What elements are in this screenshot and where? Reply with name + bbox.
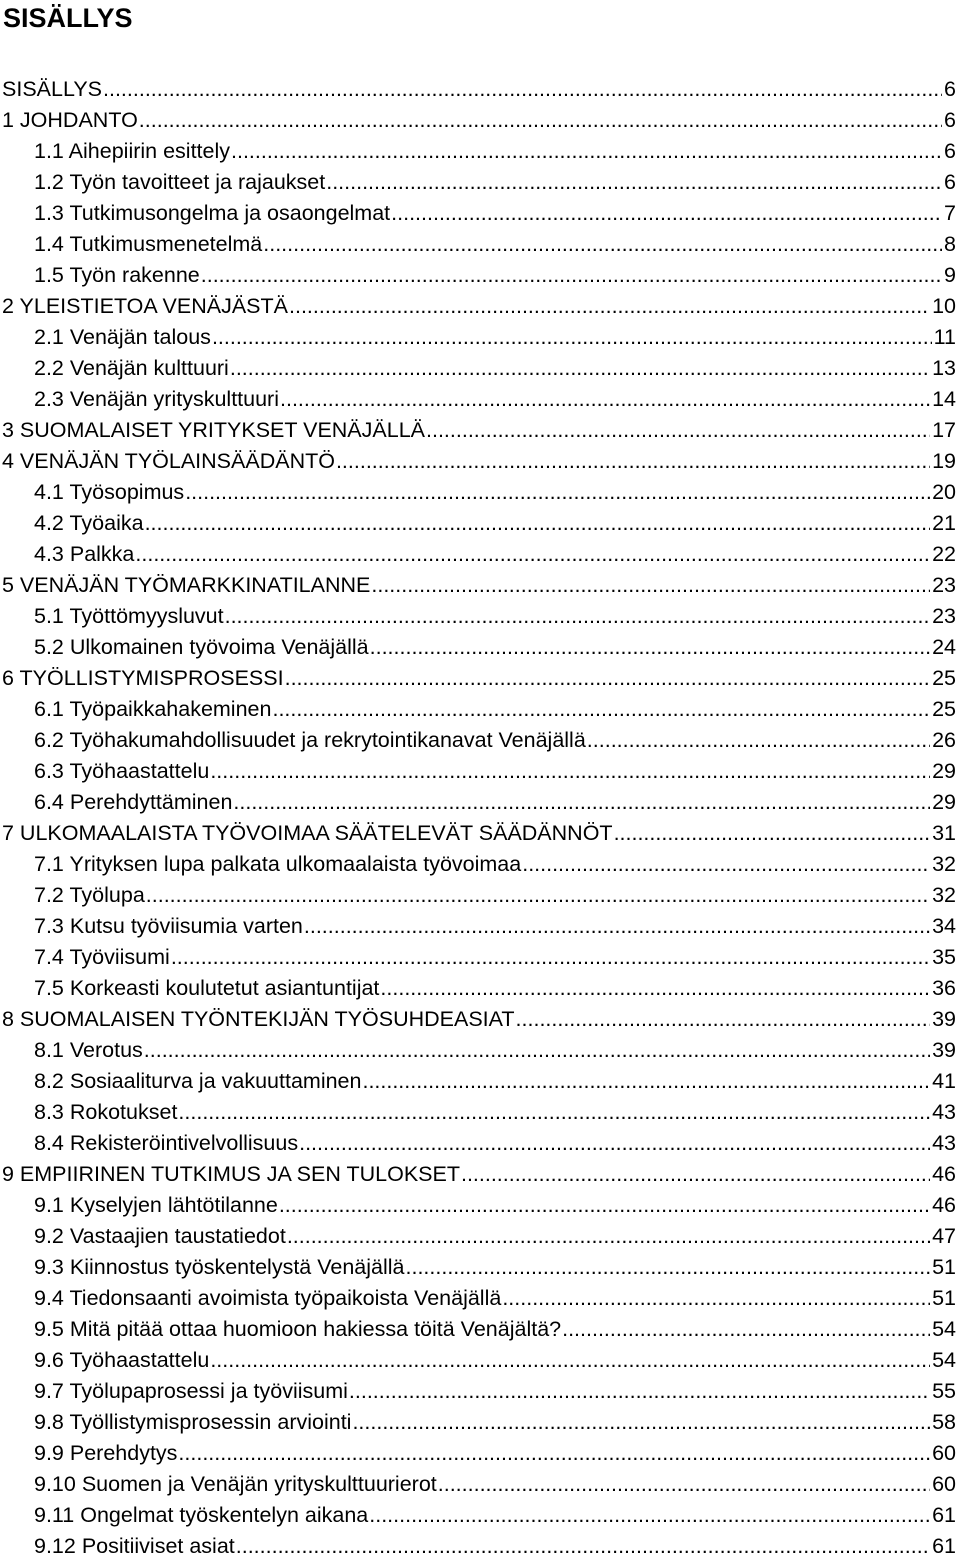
- toc-entry-label: 9.4 Tiedonsaanti avoimista työpaikoista Venäjällä: [34, 1286, 502, 1310]
- toc-dot-leader: [263, 232, 942, 257]
- toc-entry[interactable]: [0, 1032, 960, 1063]
- toc-entry[interactable]: [0, 133, 960, 164]
- toc-dot-leader: [336, 449, 930, 474]
- toc-entry[interactable]: [0, 257, 960, 288]
- toc-entry[interactable]: [0, 1063, 960, 1094]
- toc-dot-leader: [438, 1472, 930, 1497]
- toc-entry-label: 8.1 Verotus: [34, 1038, 143, 1062]
- toc-entry-page-number: 8: [944, 232, 956, 256]
- toc-dot-leader: [225, 604, 930, 629]
- toc-entry[interactable]: [0, 1094, 960, 1125]
- toc-entry-page-number: 41: [932, 1069, 956, 1093]
- toc-entry[interactable]: [0, 1342, 960, 1373]
- toc-entry-label: 1 JOHDANTO: [2, 108, 138, 132]
- toc-dot-leader: [304, 914, 930, 939]
- toc-dot-leader: [406, 1255, 931, 1280]
- toc-dot-leader: [201, 263, 942, 288]
- page-title: SISÄLLYS: [3, 3, 133, 33]
- toc-dot-leader: [371, 573, 930, 598]
- toc-entry[interactable]: [0, 753, 960, 784]
- toc-entry[interactable]: [0, 691, 960, 722]
- toc-entry-page-number: 24: [932, 635, 956, 659]
- toc-entry[interactable]: [0, 443, 960, 474]
- toc-entry-label: 9.1 Kyselyjen lähtötilanne: [34, 1193, 278, 1217]
- toc-entry-page-number: 29: [932, 759, 956, 783]
- toc-entry-label: 7.2 Työlupa: [34, 883, 145, 907]
- toc-entry-page-number: 39: [932, 1038, 956, 1062]
- toc-entry[interactable]: [0, 1435, 960, 1466]
- toc-entry-label: 9.11 Ongelmat työskentelyn aikana: [34, 1503, 369, 1527]
- toc-entry-label: SISÄLLYS: [2, 77, 102, 101]
- toc-entry[interactable]: [0, 1156, 960, 1187]
- toc-dot-leader: [230, 356, 930, 381]
- toc-entry-page-number: 26: [932, 728, 956, 752]
- toc-dot-leader: [614, 821, 931, 846]
- toc-entry-label: 2 YLEISTIETOA VENÄJÄSTÄ: [2, 294, 288, 318]
- toc-entry[interactable]: [0, 815, 960, 846]
- toc-entry-label: 6.2 Työhakumahdollisuudet ja rekrytointikanavat Venäjällä: [34, 728, 586, 752]
- toc-entry-label: 3 SUOMALAISET YRITYKSET VENÄJÄLLÄ: [2, 418, 425, 442]
- toc-dot-leader: [522, 852, 930, 877]
- toc-entry-label: 9.7 Työlupaprosessi ja työviisumi: [34, 1379, 348, 1403]
- toc-dot-leader: [352, 1410, 930, 1435]
- toc-dot-leader: [380, 976, 930, 1001]
- toc-dot-leader: [587, 728, 930, 753]
- toc-entry-label: 4.1 Työsopimus: [34, 480, 185, 504]
- toc-entry-label: 7.1 Yrityksen lupa palkata ulkomaalaista työvoimaa: [34, 852, 522, 876]
- toc-entry[interactable]: [0, 1466, 960, 1497]
- toc-entry[interactable]: [0, 939, 960, 970]
- toc-entry-page-number: 61: [932, 1534, 956, 1558]
- toc-entry[interactable]: [0, 567, 960, 598]
- toc-dot-leader: [178, 1100, 930, 1125]
- toc-entry-page-number: 7: [944, 201, 956, 225]
- toc-dot-leader: [185, 480, 930, 505]
- toc-entry-page-number: 46: [932, 1193, 956, 1217]
- toc-entry-page-number: 6: [944, 108, 956, 132]
- toc-entry-page-number: 54: [932, 1348, 956, 1372]
- toc-entry[interactable]: [0, 1001, 960, 1032]
- toc-dot-leader: [349, 1379, 930, 1404]
- toc-entry[interactable]: [0, 1249, 960, 1280]
- toc-entry-label: 9.5 Mitä pitää ottaa huomioon hakiessa töitä Venäjältä?: [34, 1317, 562, 1341]
- toc-entry[interactable]: [0, 598, 960, 629]
- toc-entry-page-number: 36: [932, 976, 956, 1000]
- toc-entry[interactable]: [0, 288, 960, 319]
- toc-entry-label: 5.2 Ulkomainen työvoima Venäjällä: [34, 635, 369, 659]
- toc-entry-page-number: 21: [932, 511, 956, 535]
- toc-entry-label: 8.2 Sosiaaliturva ja vakuuttaminen: [34, 1069, 362, 1093]
- toc-entry-page-number: 47: [932, 1224, 956, 1248]
- toc-entry[interactable]: [0, 164, 960, 195]
- toc-dot-leader: [562, 1317, 930, 1342]
- toc-entry-page-number: 20: [932, 480, 956, 504]
- toc-entry[interactable]: [0, 1280, 960, 1311]
- toc-dot-leader: [299, 1131, 930, 1156]
- toc-entry-label: 2.3 Venäjän yrityskulttuuri: [34, 387, 279, 411]
- toc-dot-leader: [103, 77, 942, 102]
- toc-entry[interactable]: [0, 412, 960, 443]
- toc-entry[interactable]: [0, 1187, 960, 1218]
- toc-entry-label: 6.4 Perehdyttäminen: [34, 790, 233, 814]
- toc-dot-leader: [369, 1503, 930, 1528]
- toc-entry-page-number: 14: [932, 387, 956, 411]
- toc-entry-label: 6 TYÖLLISTYMISPROSESSI: [2, 666, 284, 690]
- toc-dot-leader: [178, 1441, 930, 1466]
- toc-entry[interactable]: [0, 350, 960, 381]
- toc-entry-page-number: 19: [932, 449, 956, 473]
- toc-entry-label: 5.1 Työttömyysluvut: [34, 604, 224, 628]
- toc-entry-page-number: 25: [932, 666, 956, 690]
- toc-entry[interactable]: [0, 71, 960, 102]
- toc-entry-page-number: 11: [933, 325, 956, 349]
- toc-entry[interactable]: [0, 1373, 960, 1404]
- toc-dot-leader: [391, 201, 942, 226]
- toc-entry-page-number: 25: [932, 697, 956, 721]
- toc-entry-label: 6.3 Työhaastattelu: [34, 759, 210, 783]
- toc-dot-leader: [516, 1007, 931, 1032]
- toc-entry-label: 4 VENÄJÄN TYÖLAINSÄÄDÄNTÖ: [2, 449, 335, 473]
- toc-entry-label: 9.9 Perehdytys: [34, 1441, 178, 1465]
- toc-entry[interactable]: [0, 1497, 960, 1528]
- toc-dot-leader: [502, 1286, 930, 1311]
- toc-entry[interactable]: [0, 536, 960, 567]
- toc-entry[interactable]: [0, 846, 960, 877]
- toc-entry-page-number: 39: [932, 1007, 956, 1031]
- toc-entry-page-number: 22: [932, 542, 956, 566]
- toc-dot-leader: [279, 1193, 930, 1218]
- toc-entry-label: 2.2 Venäjän kulttuuri: [34, 356, 229, 380]
- toc-entry-label: 8.4 Rekisteröintivelvollisuus: [34, 1131, 299, 1155]
- toc-entry-page-number: 51: [932, 1255, 956, 1279]
- toc-dot-leader: [212, 325, 932, 350]
- toc-dot-leader: [236, 1534, 930, 1559]
- toc-dot-leader: [144, 1038, 930, 1063]
- toc-entry-page-number: 29: [932, 790, 956, 814]
- toc-entry[interactable]: [0, 1125, 960, 1156]
- toc-entry-page-number: 32: [932, 883, 956, 907]
- toc-entry[interactable]: [0, 784, 960, 815]
- toc-entry-label: 9.12 Positiiviset asiat: [34, 1534, 235, 1558]
- toc-entry[interactable]: [0, 660, 960, 691]
- toc-entry[interactable]: [0, 629, 960, 660]
- toc-entry-page-number: 13: [932, 356, 956, 380]
- toc-entry-label: 8.3 Rokotukset: [34, 1100, 178, 1124]
- table-of-contents: [0, 71, 960, 1559]
- toc-dot-leader: [146, 883, 930, 908]
- toc-dot-leader: [289, 294, 930, 319]
- toc-dot-leader: [370, 635, 930, 660]
- toc-entry-page-number: 34: [932, 914, 956, 938]
- toc-entry-page-number: 9: [944, 263, 956, 287]
- toc-entry-label: 1.2 Työn tavoitteet ja rajaukset: [34, 170, 326, 194]
- toc-entry[interactable]: [0, 195, 960, 226]
- toc-entry-label: 9.3 Kiinnostus työskentelystä Venäjällä: [34, 1255, 405, 1279]
- toc-dot-leader: [326, 170, 942, 195]
- toc-dot-leader: [210, 759, 930, 784]
- toc-entry-page-number: 23: [932, 573, 956, 597]
- toc-entry-page-number: 31: [932, 821, 956, 845]
- toc-entry-label: 5 VENÄJÄN TYÖMARKKINATILANNE: [2, 573, 371, 597]
- toc-dot-leader: [145, 511, 931, 536]
- toc-entry-page-number: 61: [932, 1503, 956, 1527]
- toc-entry[interactable]: [0, 877, 960, 908]
- toc-entry-page-number: 60: [932, 1472, 956, 1496]
- toc-entry-label: 4.3 Palkka: [34, 542, 135, 566]
- toc-dot-leader: [139, 108, 942, 133]
- toc-entry-page-number: 58: [932, 1410, 956, 1434]
- toc-entry[interactable]: [0, 102, 960, 133]
- toc-entry-page-number: 6: [944, 139, 956, 163]
- toc-entry-page-number: 55: [932, 1379, 956, 1403]
- toc-dot-leader: [272, 697, 930, 722]
- toc-entry-page-number: 46: [932, 1162, 956, 1186]
- toc-entry[interactable]: [0, 319, 960, 350]
- toc-dot-leader: [231, 139, 942, 164]
- toc-dot-leader: [287, 1224, 930, 1249]
- toc-entry-page-number: 43: [932, 1131, 956, 1155]
- toc-dot-leader: [285, 666, 930, 691]
- toc-entry[interactable]: [0, 474, 960, 505]
- toc-dot-leader: [171, 945, 930, 970]
- toc-entry-label: 1.5 Työn rakenne: [34, 263, 200, 287]
- toc-entry[interactable]: [0, 908, 960, 939]
- toc-entry[interactable]: [0, 1528, 960, 1559]
- toc-entry-label: 9.6 Työhaastattelu: [34, 1348, 210, 1372]
- toc-entry-page-number: 17: [932, 418, 956, 442]
- toc-entry[interactable]: [0, 1218, 960, 1249]
- toc-entry-page-number: 51: [932, 1286, 956, 1310]
- toc-entry-page-number: 35: [932, 945, 956, 969]
- toc-dot-leader: [426, 418, 930, 443]
- toc-entry-label: 9 EMPIIRINEN TUTKIMUS JA SEN TULOKSET: [2, 1162, 460, 1186]
- toc-dot-leader: [280, 387, 930, 412]
- toc-entry[interactable]: [0, 1404, 960, 1435]
- toc-entry-label: 1.3 Tutkimusongelma ja osaongelmat: [34, 201, 391, 225]
- toc-entry-page-number: 32: [932, 852, 956, 876]
- toc-entry-label: 1.4 Tutkimusmenetelmä: [34, 232, 263, 256]
- toc-entry-label: 4.2 Työaika: [34, 511, 144, 535]
- toc-entry-label: 1.1 Aihepiirin esittely: [34, 139, 230, 163]
- toc-entry-label: 7.3 Kutsu työviisumia varten: [34, 914, 303, 938]
- toc-dot-leader: [135, 542, 930, 567]
- toc-entry-page-number: 43: [932, 1100, 956, 1124]
- toc-entry-page-number: 60: [932, 1441, 956, 1465]
- toc-entry-label: 8 SUOMALAISEN TYÖNTEKIJÄN TYÖSUHDEASIAT: [2, 1007, 515, 1031]
- toc-entry-label: 2.1 Venäjän talous: [34, 325, 211, 349]
- toc-dot-leader: [233, 790, 930, 815]
- toc-entry-label: 7 ULKOMAALAISTA TYÖVOIMAA SÄÄTELEVÄT SÄÄDÄNNÖT: [2, 821, 613, 845]
- toc-entry-label: 7.4 Työviisumi: [34, 945, 170, 969]
- toc-entry-label: 7.5 Korkeasti koulutetut asiantuntijat: [34, 976, 380, 1000]
- toc-dot-leader: [461, 1162, 930, 1187]
- toc-entry-page-number: 6: [944, 170, 956, 194]
- toc-entry-page-number: 54: [932, 1317, 956, 1341]
- toc-entry-label: 9.10 Suomen ja Venäjän yrityskulttuurierot: [34, 1472, 437, 1496]
- toc-entry[interactable]: [0, 722, 960, 753]
- toc-entry-label: 9.2 Vastaajien taustatiedot: [34, 1224, 286, 1248]
- toc-entry[interactable]: [0, 226, 960, 257]
- toc-dot-leader: [362, 1069, 930, 1094]
- toc-entry[interactable]: [0, 505, 960, 536]
- toc-entry-page-number: 10: [932, 294, 956, 318]
- toc-dot-leader: [210, 1348, 930, 1373]
- toc-entry-label: 9.8 Työllistymisprosessin arviointi: [34, 1410, 352, 1434]
- toc-entry-page-number: 23: [932, 604, 956, 628]
- toc-entry-label: 6.1 Työpaikkahakeminen: [34, 697, 272, 721]
- toc-entry[interactable]: [0, 381, 960, 412]
- toc-entry-page-number: 6: [944, 77, 956, 101]
- toc-entry[interactable]: [0, 970, 960, 1001]
- toc-entry[interactable]: [0, 1311, 960, 1342]
